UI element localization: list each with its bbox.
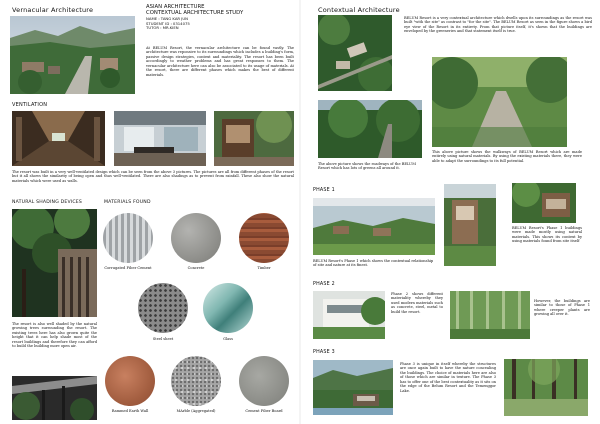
shading-text: The resort is also well shaded by the natural growing trees surrounding the resort. The existing trees here has also grown quite the height that it can help shade most of the resort buildings and therefore they can afford to build the building more open air. (12, 322, 97, 349)
course-title: ASIAN ARCHITECTURE (146, 4, 205, 10)
phase3-text: Phase 3 is unique in itself whereby the structures are once again built to have the nature concealing the buildings. The choice of materials here are also of those which are similar in texture. The Phase 3 has to offer one of the best contextuality as it sits on the edge of the Belum Resort and the Temenggor Lake. (400, 362, 496, 393)
ventilation-photo-corridor (12, 111, 105, 166)
project-title: CONTEXTUAL ARCHITECTURE STUDY (146, 10, 244, 17)
material-label: Steel sheet (152, 337, 174, 341)
vernacular-heading: Vernacular Architecture (12, 6, 94, 14)
tutor-name: TUTOR : MR.KIEN (146, 25, 179, 31)
phase2-side-text: However, the buildings are similar to those of Phase 1 where creeper plants are growing all over it. (534, 299, 590, 317)
contextual-intro-text: BELUM Resort is a very contextual architecture which dwells upon its surroundings as the resort was built "with the site" as contrast to "for the site". The BELUM Resort as seen in the figure shows a bird eye view of the Resort in its entirety. From that picture itself, it's shown that the buildings are enveloped by the greeneries and that statement itself is true. (404, 16, 592, 34)
student-name: NAME : TANG KAR JUN (146, 15, 189, 21)
material-label: Rammed Earth Wall (111, 409, 149, 413)
material-swatch-concrete (171, 213, 221, 263)
material-swatch-marble-aggregated (171, 356, 221, 406)
resort-walkway-photo (432, 57, 567, 147)
phase1-building-photo-left (444, 184, 496, 266)
materials-heading: MATERIALS FOUND (104, 200, 151, 205)
phase2-heading: PHASE 2 (313, 282, 335, 287)
phase3-forest-photo (504, 359, 588, 416)
shading-canopy-photo (12, 376, 97, 420)
material-label: Concrete (187, 266, 205, 270)
spread-gutter (299, 0, 301, 424)
phase3-heading: PHASE 3 (313, 350, 335, 355)
phase3-lake-photo (313, 360, 393, 415)
resort-road-photo (318, 100, 422, 158)
material-swatch-rammed-earth-wall (105, 356, 155, 406)
material-swatch-timber (239, 213, 289, 263)
phase1-heading: PHASE 1 (313, 188, 335, 193)
road-caption: The above picture shows the roadways of the BELUM Resort which has lots of greens all around it. (318, 162, 416, 171)
material-swatch-steel-sheet (138, 283, 188, 333)
shading-heading: NATURAL SHADING DEVICES (12, 200, 82, 205)
ventilation-heading: VENTILATION (12, 102, 48, 108)
material-label: Cement Fiber Board (245, 409, 283, 413)
phase2-creeper-photo (450, 291, 530, 339)
phase2-text: Phase 2 shows different materiality whereby they used modern materials such as concrete, steel, metal to build the resort. (391, 292, 443, 314)
material-label: Corrugated Fiber Cement (104, 266, 152, 270)
phase1-building-photo-right (512, 183, 576, 223)
material-label: Glass (223, 337, 233, 341)
material-label: MArble (Aggregated) (176, 409, 216, 413)
phase1-text: BELUM Resort's Phase 1 buildings were made mostly using natural materials. This shows its context by using materials found from site itself (512, 226, 582, 244)
material-swatch-corrugated-fiber-cement (103, 213, 153, 263)
shading-trees-photo (12, 209, 97, 317)
student-id: STUDENT ID : 0314075 (146, 20, 190, 26)
material-swatch-glass (203, 283, 253, 333)
ventilation-photo-interior (114, 111, 206, 166)
walkway-caption: This above picture shows the walkways of BELUM Resort which are made entirely using natural materials. By using the existing materials there, they were able to adapt the surroundings to its full potential. (432, 150, 582, 163)
project-title-block (146, 4, 296, 31)
vernacular-intro-text: At BELUM Resort, the vernacular architecture can be found vastly. The architecture was reponsive to its surroundings which includes a building's form, passive design strategies, context and materiality. The resort has been built accordingly to weather problems and has great responses to them. The vernacular architecture here can also be associated to its usage of materials. At the resort, there are different phases which makes the best of different materials. (146, 46, 294, 77)
ventilation-photo-veranda (214, 111, 294, 166)
contextual-heading: Contextual Architecture (318, 6, 400, 14)
material-swatch-cement-fiber-board (239, 356, 289, 406)
resort-aerial-photo (10, 16, 135, 94)
material-label: Timber (257, 266, 271, 270)
ventilation-text: The resort was built in a very well-ventilated design which can be seen from the above 3 pictures. The pictures are all from different phases of the resort but it all shows the similarity of being open and thus well-ventilated. There are also shadings as to prevent from rainfall. These also show the natural materials which were used as walls. (12, 170, 294, 183)
phase2-building-photo (313, 291, 385, 339)
resort-birds-eye-photo (318, 15, 392, 91)
phase1-site-photo (313, 198, 435, 255)
phase1-caption: BELUM Resort's Phase 1 which shows the contextual relationship of site and nature at its finest. (313, 259, 434, 268)
